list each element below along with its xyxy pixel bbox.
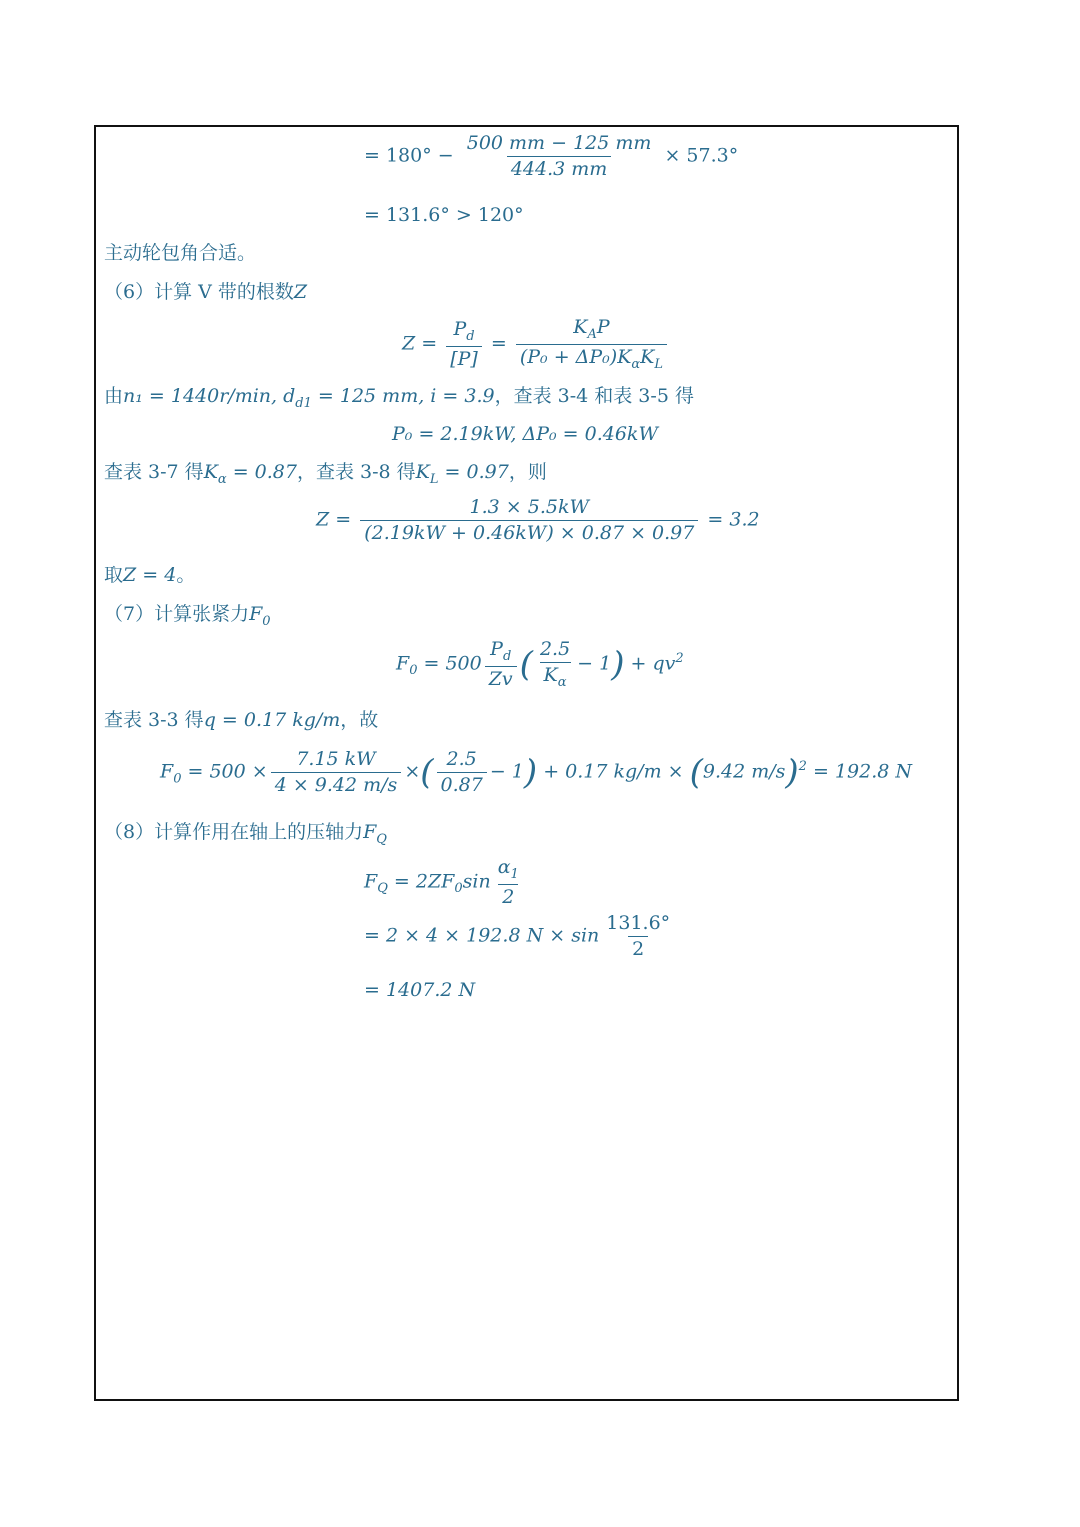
formula-belt-count: Z = $\frac{P_d}{[P]}$ = $\frac{K_AP}{(P_0 + \Delta P_0)K_\alpha K_L}$	[402, 318, 670, 371]
formula-shaft-force: $F_Q = 2ZF_0\sin$ $\frac{\alpha_1}{2}$	[364, 856, 519, 908]
heading-step-6: （6）计算 V 带的根数Z	[104, 281, 308, 303]
formula-power-values: P₀ = 2.19kW, ΔP₀ = 0.46kW	[392, 423, 658, 445]
formula-shaft-force-result: = 1407.2 N	[364, 979, 476, 1001]
heading-step-8: （8）计算作用在轴上的压轴力$F_Q$	[104, 821, 387, 847]
text-lookup-mass: 查表 3-3 得q = 0.17 kg/m，故	[104, 709, 379, 731]
formula-shaft-force-calc: = 2 × 4 × 192.8 N × sin $\frac{131.6^\circ}{2}$	[364, 912, 671, 960]
formula-angle-line1: = 180° − $\frac{500 mm - 125 mm}{444.3 mm}$ × 57.3°	[364, 132, 739, 180]
formula-belt-count-calc: Z = $\frac{1.3 \times 5.5kW}{(2.19kW + 0.46kW) \times 0.87 \times 0.97}$ = 3.2	[316, 496, 760, 544]
formula-tension: $F_0 = 500$ $\frac{P_d}{Zv}$ ( $\frac{2.5}{K_\alpha}$ − $1) + qv^2$	[396, 638, 684, 690]
text-angle-conclusion: 主动轮包角合适。	[104, 242, 257, 264]
text-lookup-factors: 查表 3-7 得$K_\alpha = 0.87$，查表 3-8 得$K_L = 0.97$，则	[104, 461, 547, 487]
formula-tension-calc: $F_0 = 500$ × $\frac{7.15 kW}{4 \times 9.42 m/s}$ ×( $\frac{2.5}{0.87}$ − 1) + 0.17 kg/m × (9.42 m/s)$^2$ = 192.8 N	[160, 748, 912, 796]
text-lookup-params: 由n₁ = 1440r/min, $d_{d1} = 125$ mm, i = 3.9，查表 3-4 和表 3-5 得	[104, 385, 694, 411]
heading-step-7: （7）计算张紧力$F_0$	[104, 603, 271, 629]
formula-angle-result: = 131.6° > 120°	[364, 204, 524, 226]
text-belt-count-choice: 取Z = 4。	[104, 564, 196, 586]
